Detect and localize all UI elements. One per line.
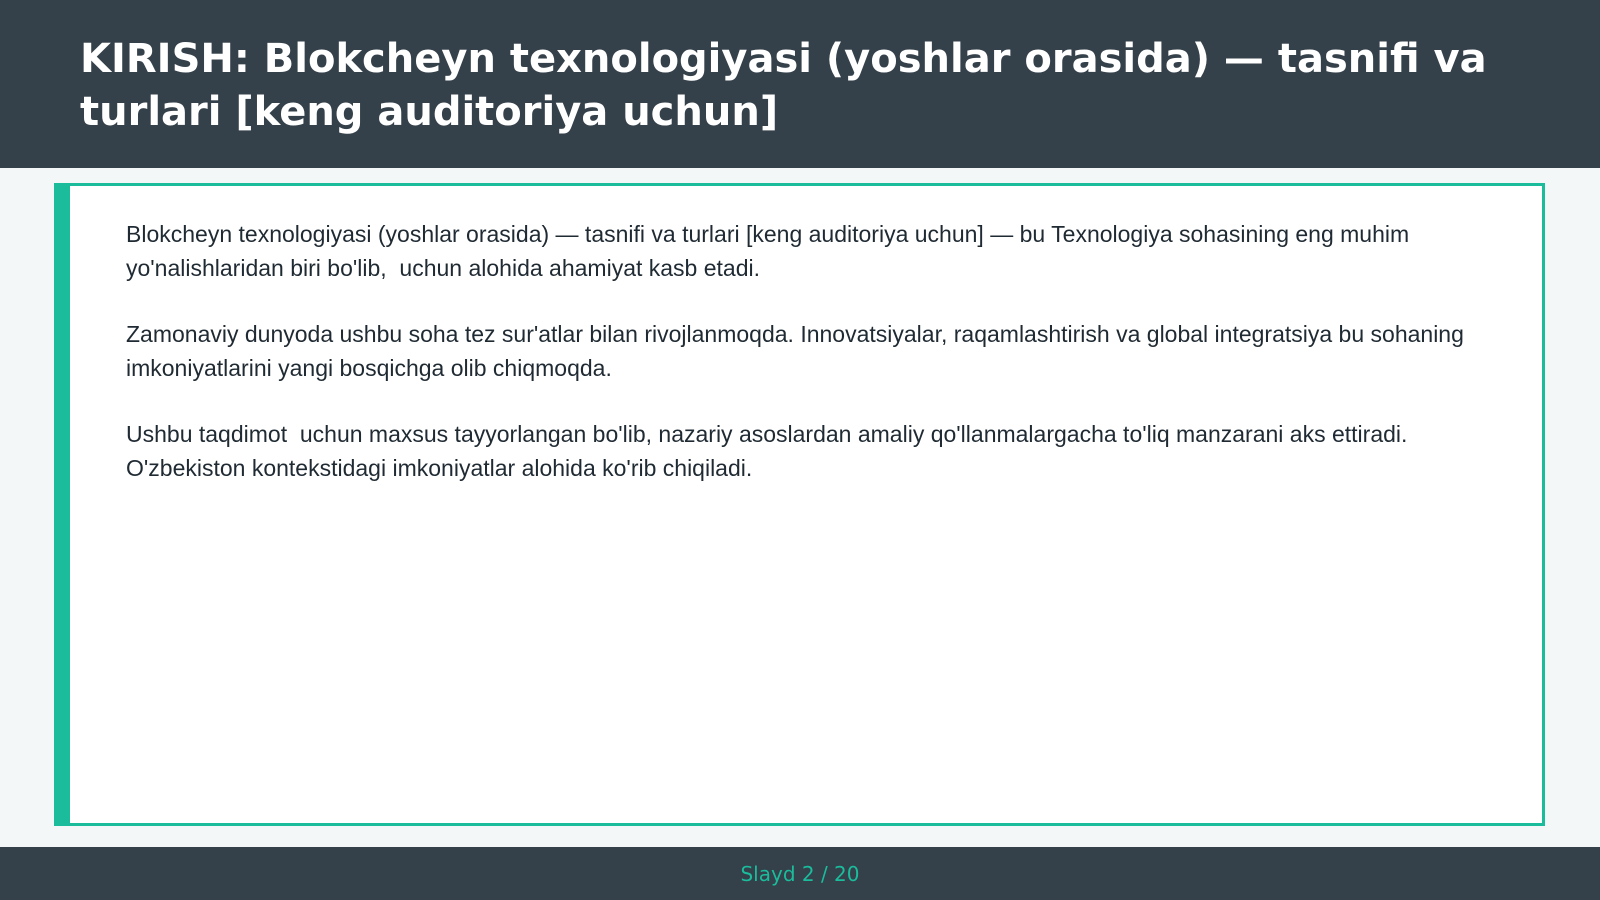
paragraph-presentation-scope: Ushbu taqdimot uchun maxsus tayyorlangan bo'lib, nazariy asoslardan amaliy qo'llanmalargacha to'liq manzarani aks ettiradi. O'zbekiston kontekstidagi imkoniyatlar alohida ko'rib chiqiladi. bbox=[126, 421, 1414, 481]
slide-counter: Slayd 2 / 20 bbox=[740, 861, 860, 886]
paragraph-modern-world: Zamonaviy dunyoda ushbu soha tez sur'atlar bilan rivojlanmoqda. Innovatsiyalar, raqamlashtirish va global integratsiya bu sohaning imkoniyatlarini yangi bosqichga olib chiqmoqda. bbox=[126, 321, 1471, 381]
slide-footer bbox=[0, 847, 1600, 900]
paragraph-intro: Blokcheyn texnologiyasi (yoshlar orasida) — tasnifi va turlari [keng auditoriya uchun] — bu Texnologiya sohasining eng muhim yo'nalishlaridan biri bo'lib, uchun alohida ahamiyat kasb etadi. bbox=[126, 221, 1416, 281]
content-card bbox=[54, 183, 1545, 826]
slide-header bbox=[0, 0, 1600, 168]
slide-title: KIRISH: Blokcheyn texnologiyasi (yoshlar orasida) — tasnifi va turlari [keng auditoriya uchun] bbox=[80, 36, 1487, 135]
